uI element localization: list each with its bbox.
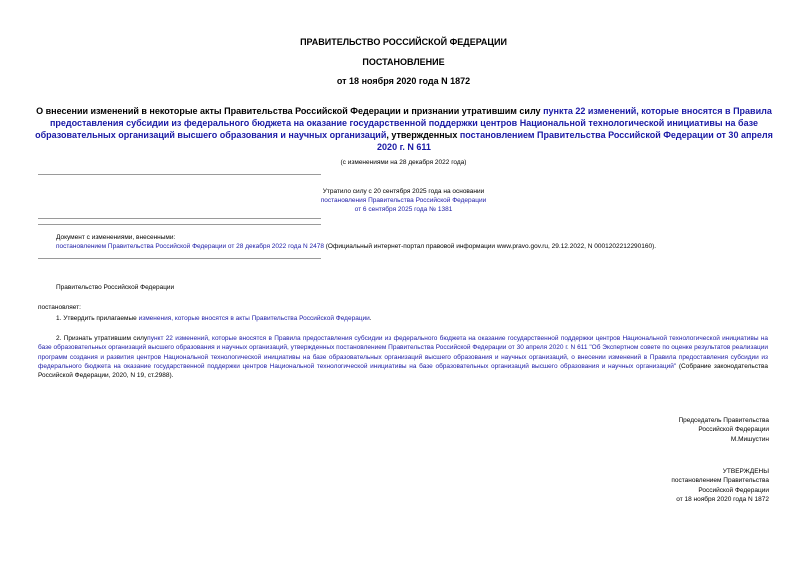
signature-position: Председатель Правительства xyxy=(678,417,769,424)
changes-source xyxy=(56,242,776,251)
changes-publication: (Официальный интернет-портал правовой информации www.pravo.gov.ru, 29.12.2022, N 0001202212290160). xyxy=(323,243,657,250)
divider xyxy=(38,224,321,225)
title-link-item-22[interactable]: пункта 22 изменений, которые вносятся в Правила предоставления субсидии из федерального бюджета на оказание государственной поддержки центров Национальной технологической инициативы на базе образовательных организаций высшего образования и научных организаций xyxy=(35,106,772,140)
divider xyxy=(38,218,321,219)
paragraph-1-end: . xyxy=(369,315,372,322)
changes-link-resolution-2478[interactable]: постановлением Правительства Российской Федерации от 28 декабря 2022 года N 2478 xyxy=(56,243,324,250)
signature-organization: Российской Федерации xyxy=(698,426,769,434)
paragraph-2 xyxy=(38,334,768,380)
signature-name: М.Мишустин xyxy=(730,435,769,443)
expiry-note: Утратило силу с 20 сентября 2025 года на основании xyxy=(322,188,485,195)
title-link-resolution-611[interactable]: постановлением Правительства Российской Федерации от 30 апреля 2020 г. N 611 xyxy=(377,130,773,152)
approved-organization: Российской Федерации xyxy=(698,486,769,494)
document-date-number: от 18 ноября 2020 года N 1872 xyxy=(336,76,471,86)
paragraph-1-link-changes[interactable]: изменения, которые вносятся в акты Правительства Российской Федерации xyxy=(138,315,370,322)
paragraph-2-text: 2. Признать утратившим силу xyxy=(56,335,148,342)
divider xyxy=(38,174,321,175)
approved-date-number: от 18 ноября 2020 года N 1872 xyxy=(676,495,769,503)
paragraph-1 xyxy=(56,314,372,323)
title-text-2: , утвержденных xyxy=(386,130,460,140)
document-type: ПОСТАНОВЛЕНИЕ xyxy=(362,57,445,67)
approved-resolution: постановлением Правительства xyxy=(671,477,769,485)
expiry-link-resolution[interactable]: постановления Правительства Российской Федерации xyxy=(320,197,487,204)
body-government: Правительство Российской Федерации xyxy=(56,284,175,291)
document-title xyxy=(34,105,774,153)
changes-heading: Документ с изменениями, внесенными: xyxy=(56,234,176,241)
title-text-1: О внесении изменений в некоторые акты Правительства Российской Федерации и признании утратившим силу xyxy=(36,106,544,116)
signature-block xyxy=(469,416,769,444)
paragraph-2-link-item-22[interactable]: пункт 22 изменений, которые вносятся в Правила предоставления субсидии из федерального бюджета на оказание государственной поддержки центров Национальной технологической инициативы на базе образовательных организаций высшего образования и научных организаций, утвержденных постановлением Правительства Российской Федерации от 30 апреля 2020 г. N 611 "Об Экспертном совете по оценке результатов реализации программ создания и развития центров Национальной технологической инициативы на базе образовательных организаций высшего образования и научных организаций, о внесении изменений в Правила предоставления субсидии из федерального бюджета на оказание государственной поддержки центров Национальной технологической инициативы на базе образовательных организаций высшего образования и научных организаций" xyxy=(38,335,768,370)
body-resolves: постановляет: xyxy=(38,304,81,311)
amendment-note: (с изменениями на 28 декабря 2022 года) xyxy=(340,159,467,166)
paragraph-2-publication: (Собрание законодательства Российской Федерации, 2020, N 19, ст.2988). xyxy=(38,362,768,380)
government-header: ПРАВИТЕЛЬСТВО РОССИЙСКОЙ ФЕДЕРАЦИИ xyxy=(300,37,507,47)
approved-block xyxy=(469,467,769,504)
approved-heading: УТВЕРЖДЕНЫ xyxy=(722,468,769,475)
divider xyxy=(38,258,321,259)
paragraph-1-text: 1. Утвердить прилагаемые xyxy=(56,315,139,322)
expiry-link-date[interactable]: от 6 сентября 2025 года № 1381 xyxy=(354,206,453,213)
